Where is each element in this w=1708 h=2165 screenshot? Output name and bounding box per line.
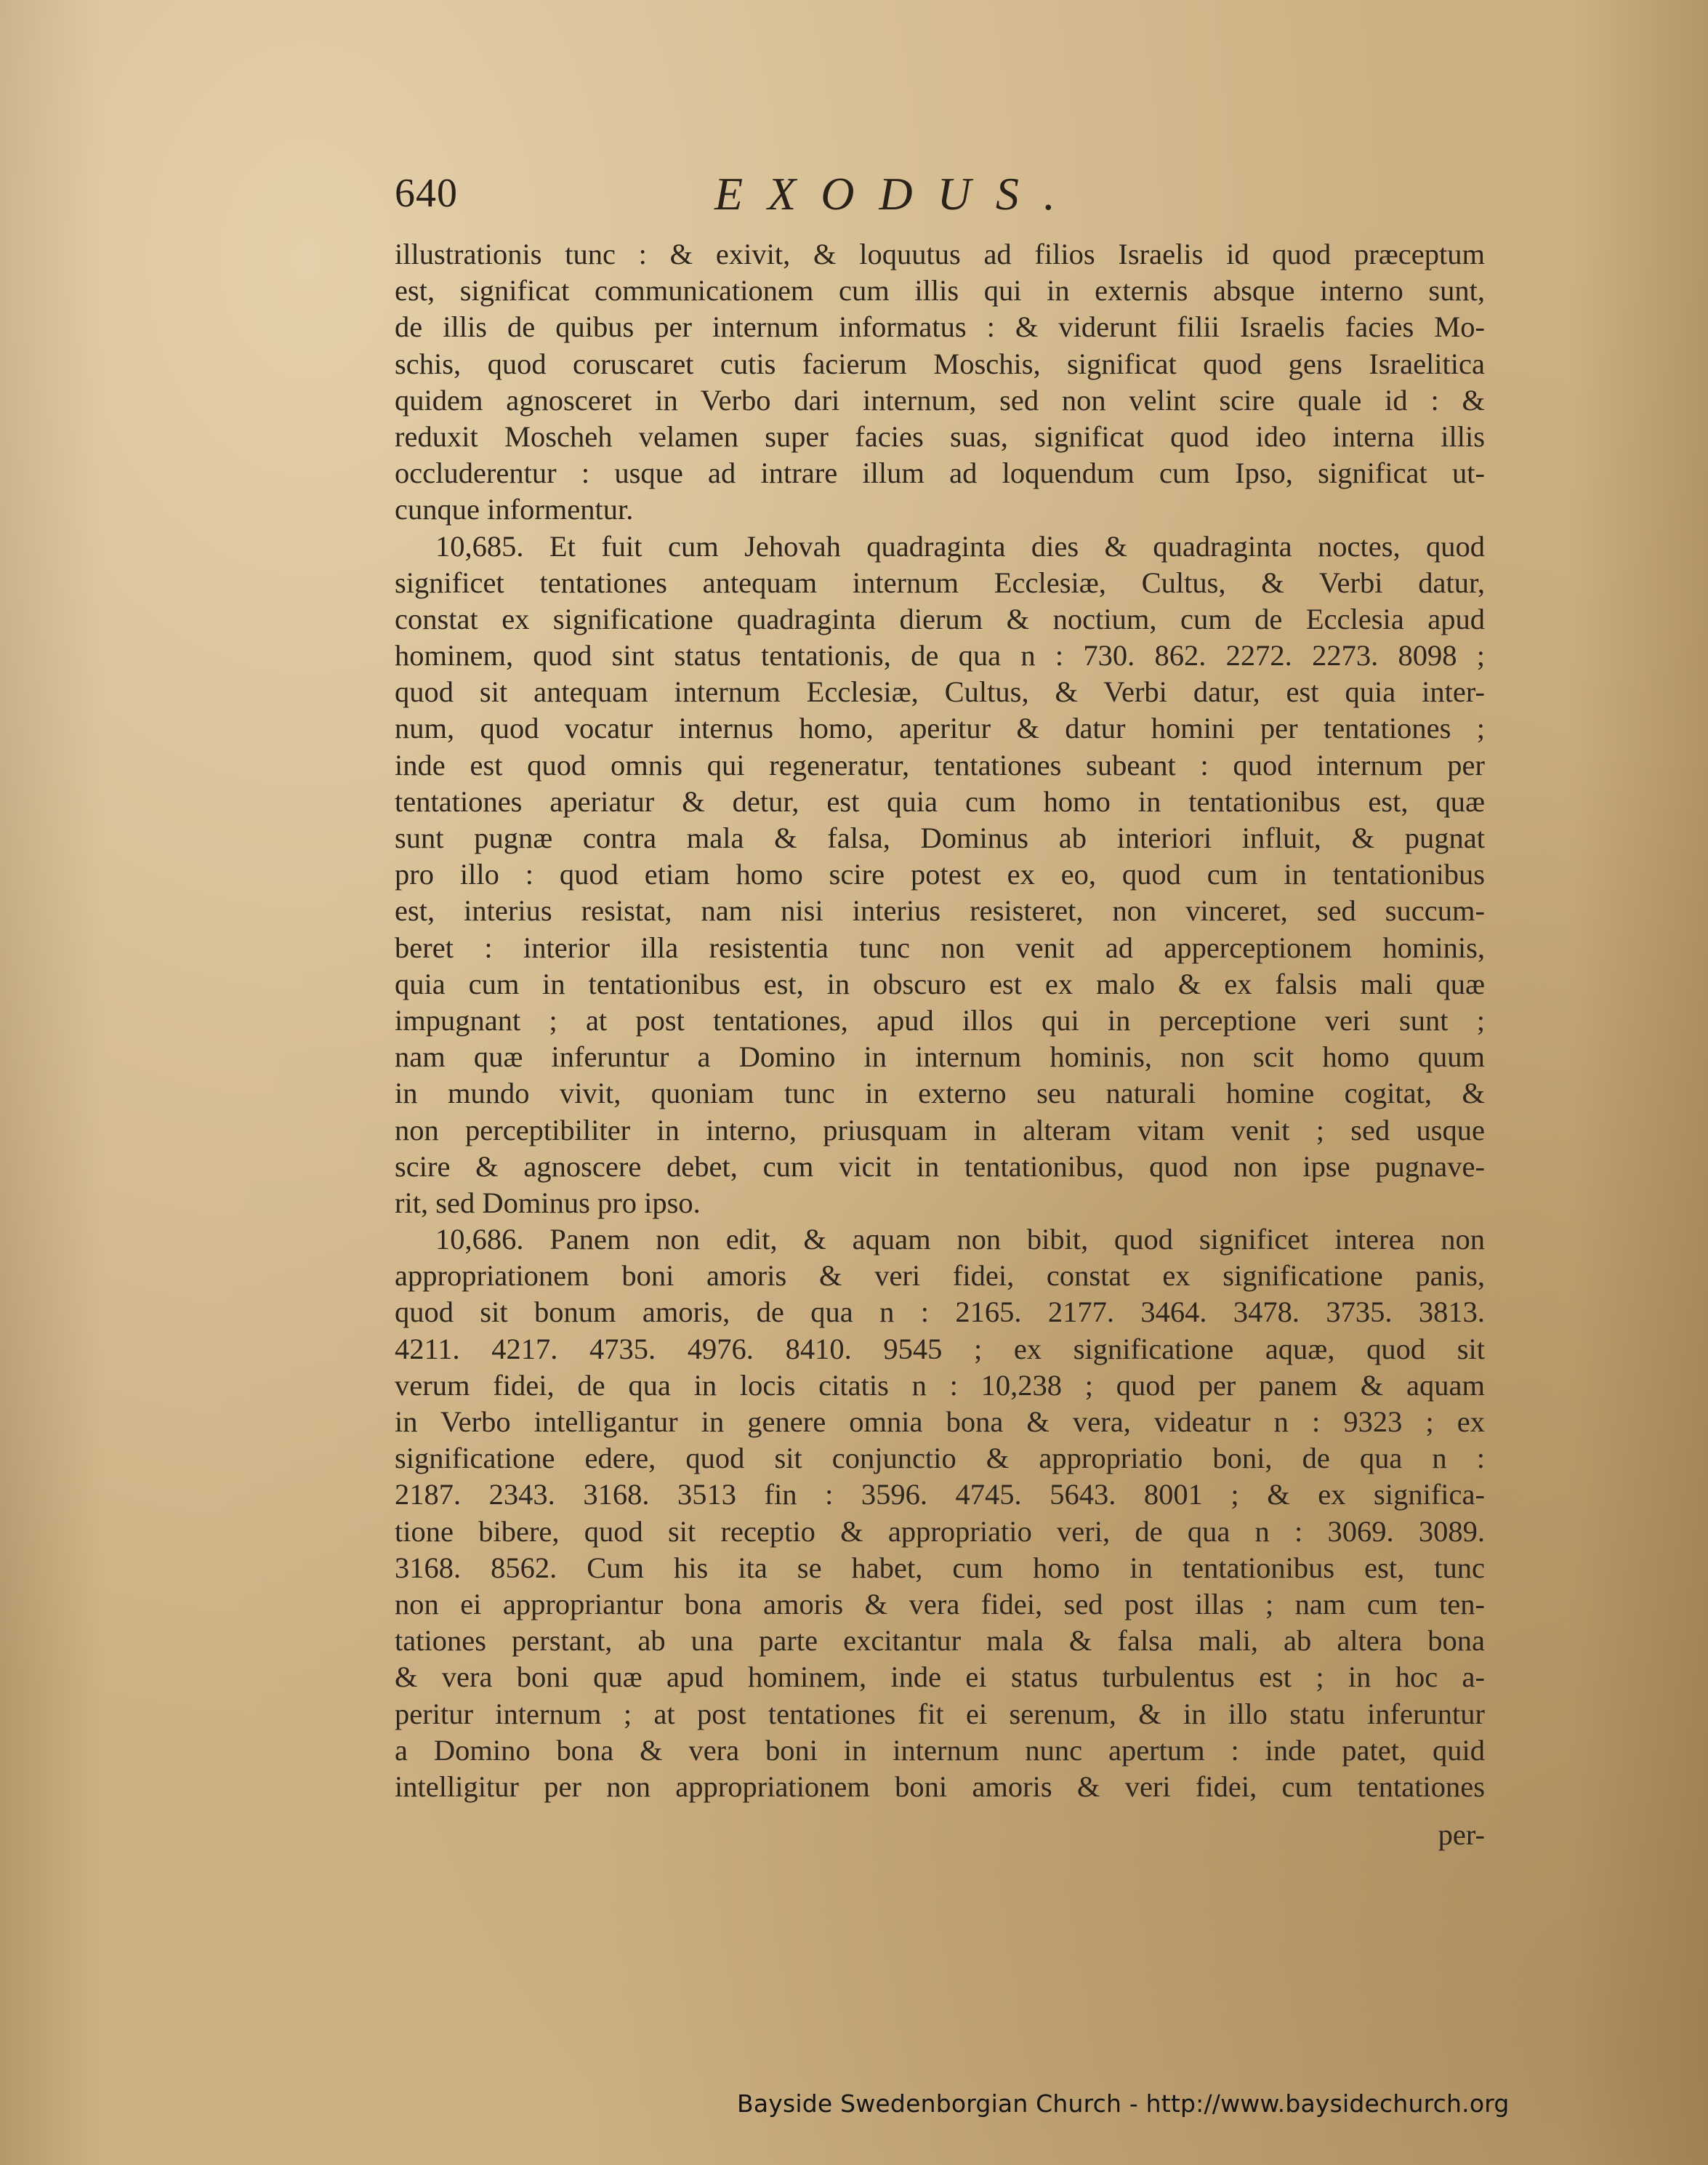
text-line: est, significat communicationem cum illis qui in externis absque interno sunt, (395, 274, 1485, 308)
text-line: 2187. 2343. 3168. 3513 fin : 3596. 4745. 5643. 8001 ; & ex significa- (395, 1478, 1485, 1511)
text-line: peritur internum ; at post tentationes fit ei serenum, & in illo statu inferuntur (395, 1697, 1485, 1730)
text-line: significet tentationes antequam internum Ecclesiæ, Cultus, & Verbi datur, (395, 566, 1485, 599)
text-line: tione bibere, quod sit receptio & appropriatio veri, de qua n : 3069. 3089. (395, 1514, 1485, 1548)
text-line: 10,686. Panem non edit, & aquam non bibit, quod significet interea non (435, 1223, 1485, 1256)
text-line: non ei appropriantur bona amoris & vera fidei, sed post illas ; nam cum ten- (395, 1587, 1485, 1620)
running-title: EXODUS. (714, 168, 1080, 220)
text-line: pro illo : quod etiam homo scire potest ex eo, quod cum in tentationibus (395, 858, 1485, 891)
text-line: significatione edere, quod sit conjunctio & appropriatio boni, de qua n : (395, 1442, 1485, 1475)
text-line: quia cum in tentationibus est, in obscuro est ex malo & ex falsis mali quæ (395, 967, 1485, 1000)
text-line: inde est quod omnis qui regeneratur, tentationes subeant : quod internum per (395, 748, 1485, 782)
paragraph-continuation (395, 236, 1485, 529)
text-line: reduxit Moscheh velamen super facies suas, significat quod ideo interna illis (395, 419, 1485, 453)
page-number: 640 (395, 171, 458, 216)
text-line: in Verbo intelligantur in genere omnia bona & vera, videatur n : 9323 ; ex (395, 1405, 1485, 1438)
text-line: 10,685. Et fuit cum Jehovah quadraginta dies & quadraginta noctes, quod (435, 529, 1485, 563)
text-line: 4211. 4217. 4735. 4976. 8410. 9545 ; ex significatione aquæ, quod sit (395, 1332, 1485, 1365)
text-line: rit, sed Dominus pro ipso. (395, 1186, 701, 1219)
text-line: scire & agnoscere debet, cum vicit in tentationibus, quod non ipse pugnave- (395, 1149, 1485, 1183)
text-line: occluderentur : usque ad intrare illum ad loquendum cum Ipso, significat ut- (395, 457, 1485, 490)
text-line: & vera boni quæ apud hominem, inde ei status turbulentus est ; in hoc a- (395, 1660, 1485, 1694)
text-line: constat ex significatione quadraginta dierum & noctium, cum de Ecclesia apud (395, 602, 1485, 635)
text-line: schis, quod coruscaret cutis facierum Moschis, significat quod gens Israelitica (395, 347, 1485, 380)
text-line: verum fidei, de qua in locis citatis n : 10,238 ; quod per panem & aquam (395, 1368, 1485, 1402)
text-line: est, interius resistat, nam nisi interius resisteret, non vinceret, sed succum- (395, 894, 1485, 928)
text-line: nam quæ inferuntur a Domino in internum hominis, non scit homo quum (395, 1040, 1485, 1074)
text-line: tentationes aperiatur & detur, est quia cum homo in tentationibus est, quæ (395, 784, 1485, 818)
footer-credit: Bayside Swedenborgian Church - http://www.baysidechurch.org (737, 2089, 1510, 2118)
text-line: a Domino bona & vera boni in internum nunc apertum : inde patet, quid (395, 1733, 1485, 1767)
text-line: cunque informentur. (395, 493, 634, 526)
text-line: de illis de quibus per internum informatus : & viderunt filii Israelis facies Mo- (395, 310, 1485, 344)
text-line: sunt pugnæ contra mala & falsa, Dominus ab interiori influit, & pugnat (395, 822, 1485, 854)
text-line: quod sit bonum amoris, de qua n : 2165. 2177. 3464. 3478. 3735. 3813. (395, 1296, 1485, 1329)
text-line: quidem agnosceret in Verbo dari internum, sed non velint scire quale id : & (395, 383, 1485, 417)
text-line: appropriationem boni amoris & veri fidei, constat ex significatione panis, (395, 1259, 1485, 1293)
catchword: per- (1438, 1818, 1485, 1851)
text-line: non perceptibiliter in interno, priusquam in alteram vitam venit ; sed usque (395, 1113, 1485, 1146)
paragraph-10686 (395, 1221, 1485, 1805)
text-line: illustrationis tunc : & exivit, & loquutus ad filios Israelis id quod præceptum (395, 238, 1485, 270)
text-line: tationes perstant, ab una parte excitantur mala & falsa mali, ab altera bona (395, 1624, 1485, 1658)
text-line: num, quod vocatur internus homo, aperitur & datur homini per tentationes ; (395, 712, 1485, 745)
text-line: 3168. 8562. Cum his ita se habet, cum homo in tentationibus est, tunc (395, 1551, 1485, 1584)
page-header (395, 161, 1492, 227)
text-line: quod sit antequam internum Ecclesiæ, Cultus, & Verbi datur, est quia inter- (395, 675, 1485, 709)
catchword-row (395, 1817, 1485, 1852)
text-line: beret : interior illa resistentia tunc non venit ad apperceptionem hominis, (395, 931, 1485, 964)
text-line: in mundo vivit, quoniam tunc in externo seu naturali homine cogitat, & (395, 1077, 1485, 1110)
body-text (395, 236, 1485, 1805)
text-line: hominem, quod sint status tentationis, de qua n : 730. 862. 2272. 2273. 8098 ; (395, 639, 1485, 672)
text-line: impugnant ; at post tentationes, apud illos qui in perceptione veri sunt ; (395, 1003, 1485, 1037)
paragraph-10685 (395, 529, 1485, 1222)
text-line: intelligitur per non appropriationem boni amoris & veri fidei, cum tentationes (395, 1770, 1485, 1803)
